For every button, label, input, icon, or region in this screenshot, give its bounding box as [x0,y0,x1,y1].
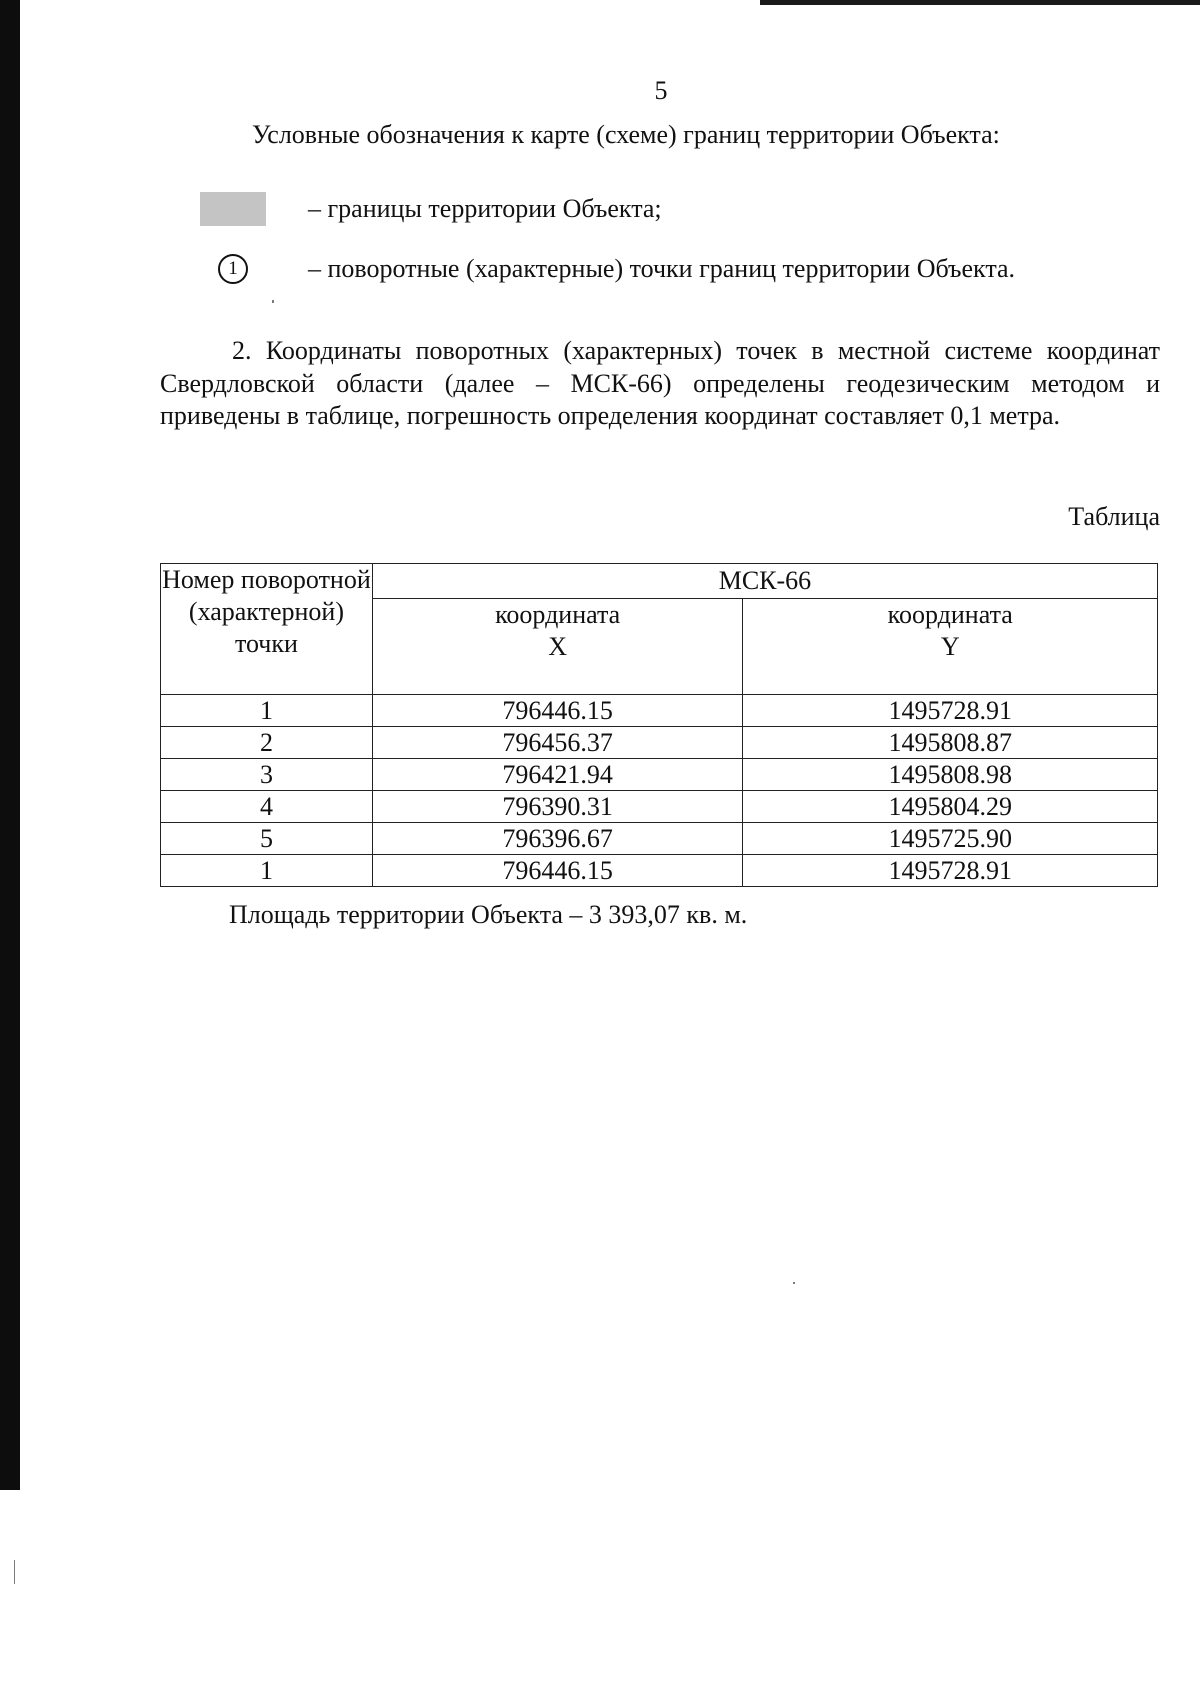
coordinate-x-cell: 796456.37 [372,727,743,759]
header-coordinate-x [372,599,743,695]
coordinate-y-cell: 1495728.91 [743,855,1158,887]
legend-title: Условные обозначения к карте (схеме) границ территории Объекта: [252,120,1000,149]
table-row [161,759,1158,791]
header-point-number: Номер поворотной (характерной) точки [161,564,373,695]
coordinate-y-cell: 1495804.29 [743,791,1158,823]
table-row [161,823,1158,855]
coordinates-paragraph: 2. Координаты поворотных (характерных) точек в местной системе координат Свердловской области (далее – МСК-66) определены геодезическим методом и приведены в таблице, погрешность определения координат составляет 0,1 метра. [160,336,1160,430]
point-number-cell: 5 [161,823,373,855]
header-y-axis: Y [940,632,960,661]
coordinate-x-cell: 796396.67 [372,823,743,855]
boundary-swatch-icon [200,192,266,226]
coordinate-y-cell: 1495728.91 [743,695,1158,727]
legend-item-text: – границы территории Объекта; [308,194,662,223]
table-row [161,695,1158,727]
table-row [161,791,1158,823]
coordinate-x-cell: 796446.15 [372,695,743,727]
coordinates-table [160,563,1158,887]
table-row [161,855,1158,887]
circled-number-icon: 1 [218,254,248,284]
area-note: Площадь территории Объекта – 3 393,07 кв. м. [229,900,748,929]
header-coordinate-y [743,599,1158,695]
scan-edge-left [0,0,20,1490]
point-number-cell: 4 [161,791,373,823]
scan-speck [272,300,274,303]
scan-speck [14,1560,15,1584]
header-coordinate-system: МСК-66 [372,564,1157,599]
point-number-cell: 1 [161,855,373,887]
coordinate-x-cell: 796421.94 [372,759,743,791]
header-x-label: координата [495,600,621,629]
header-y-label: координата [887,600,1013,629]
table-caption: Таблица [1068,502,1160,531]
coordinate-x-cell: 796446.15 [372,855,743,887]
point-number-cell: 2 [161,727,373,759]
point-number-cell: 1 [161,695,373,727]
table-row [161,727,1158,759]
coordinate-y-cell: 1495808.87 [743,727,1158,759]
coordinate-y-cell: 1495725.90 [743,823,1158,855]
header-x-axis: X [548,632,568,661]
legend-item-text: – поворотные (характерные) точки границ территории Объекта. [308,254,1016,283]
coordinate-x-cell: 796390.31 [372,791,743,823]
scan-edge-top [760,0,1200,5]
page-number: 5 [654,76,668,105]
scan-speck [793,1282,795,1284]
point-number-cell: 3 [161,759,373,791]
coordinate-y-cell: 1495808.98 [743,759,1158,791]
